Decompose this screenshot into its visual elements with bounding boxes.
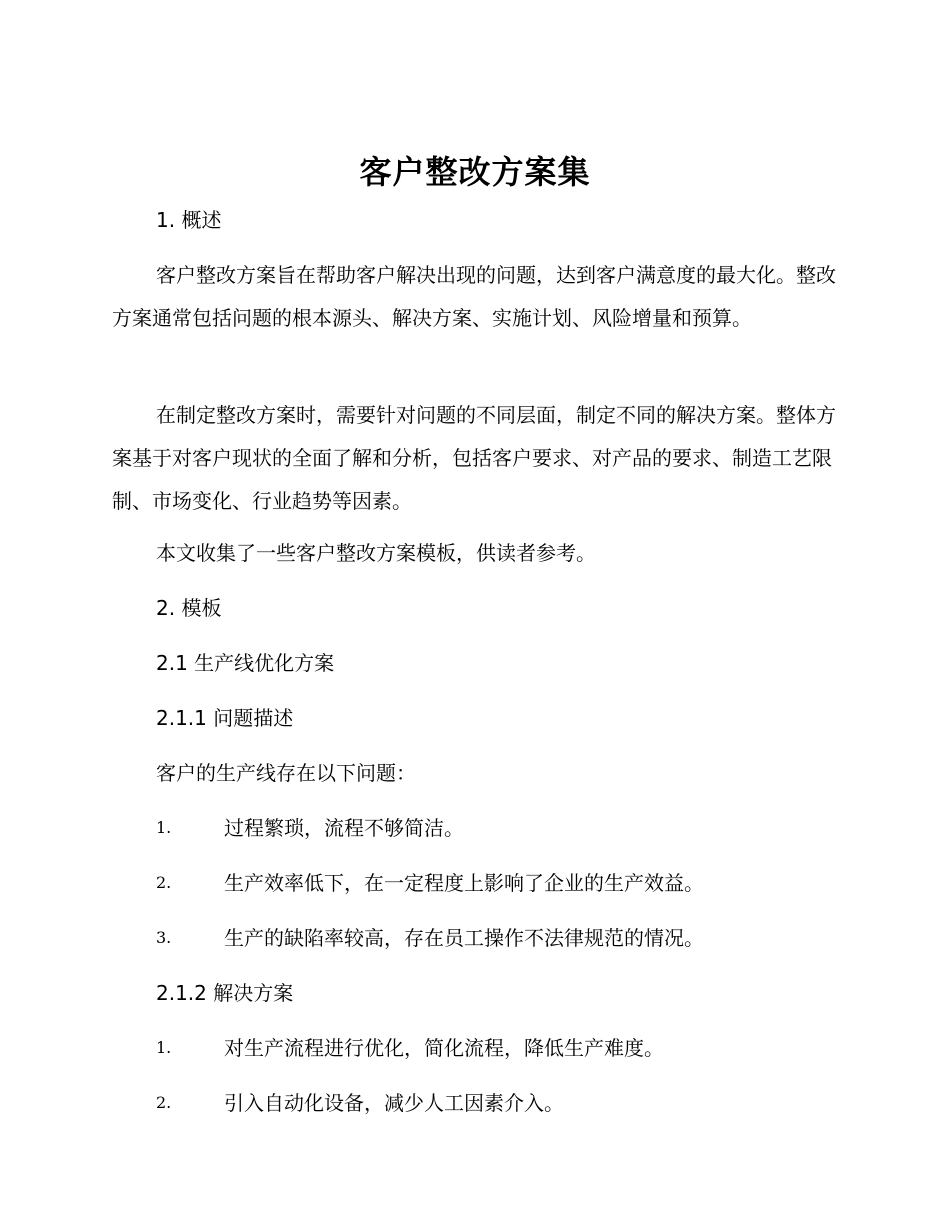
- heading-overview: 1. 概述: [156, 208, 222, 232]
- document-title: 客户整改方案集: [359, 153, 591, 191]
- paragraph-overview-2: 在制定整改方案时，需要针对问题的不同层面，制定不同的解决方案。整体方案基于对客户现状的全面了解和分析，包括客户要求、对产品的要求、制造工艺限制、市场变化、行业趋势等因素。: [112, 403, 836, 513]
- list-number: 1.: [156, 818, 172, 837]
- list-item: [156, 1088, 856, 1118]
- list-number: 1.: [156, 1038, 172, 1057]
- list-text: 引入自动化设备，减少人工因素介入。: [224, 1091, 564, 1115]
- list-number: 3.: [156, 928, 172, 947]
- list-number: 2.: [156, 1093, 172, 1112]
- list-text: 生产的缺陷率较高，存在员工操作不法律规范的情况。: [224, 926, 704, 950]
- heading-problem-description: 2.1.1 问题描述: [156, 706, 294, 730]
- list-item: [156, 813, 856, 843]
- list-item: [156, 923, 856, 953]
- paragraph-overview-1: 客户整改方案旨在帮助客户解决出现的问题，达到客户满意度的最大化。整改方案通常包括问题的根本源头、解决方案、实施计划、风险增量和预算。: [112, 263, 836, 330]
- paragraph-overview-3: 本文收集了一些客户整改方案模板，供读者参考。: [156, 541, 596, 565]
- list-text: 对生产流程进行优化，简化流程，降低生产难度。: [224, 1036, 664, 1060]
- heading-solution: 2.1.2 解决方案: [156, 981, 294, 1005]
- list-number: 2.: [156, 873, 172, 892]
- heading-production-line: 2.1 生产线优化方案: [156, 651, 335, 675]
- list-text: 生产效率低下，在一定程度上影响了企业的生产效益。: [224, 871, 704, 895]
- list-item: [156, 868, 856, 898]
- heading-template: 2. 模板: [156, 596, 222, 620]
- list-item: [156, 1033, 856, 1063]
- problem-intro: 客户的生产线存在以下问题：: [156, 761, 416, 785]
- list-text: 过程繁琐，流程不够简洁。: [224, 816, 464, 840]
